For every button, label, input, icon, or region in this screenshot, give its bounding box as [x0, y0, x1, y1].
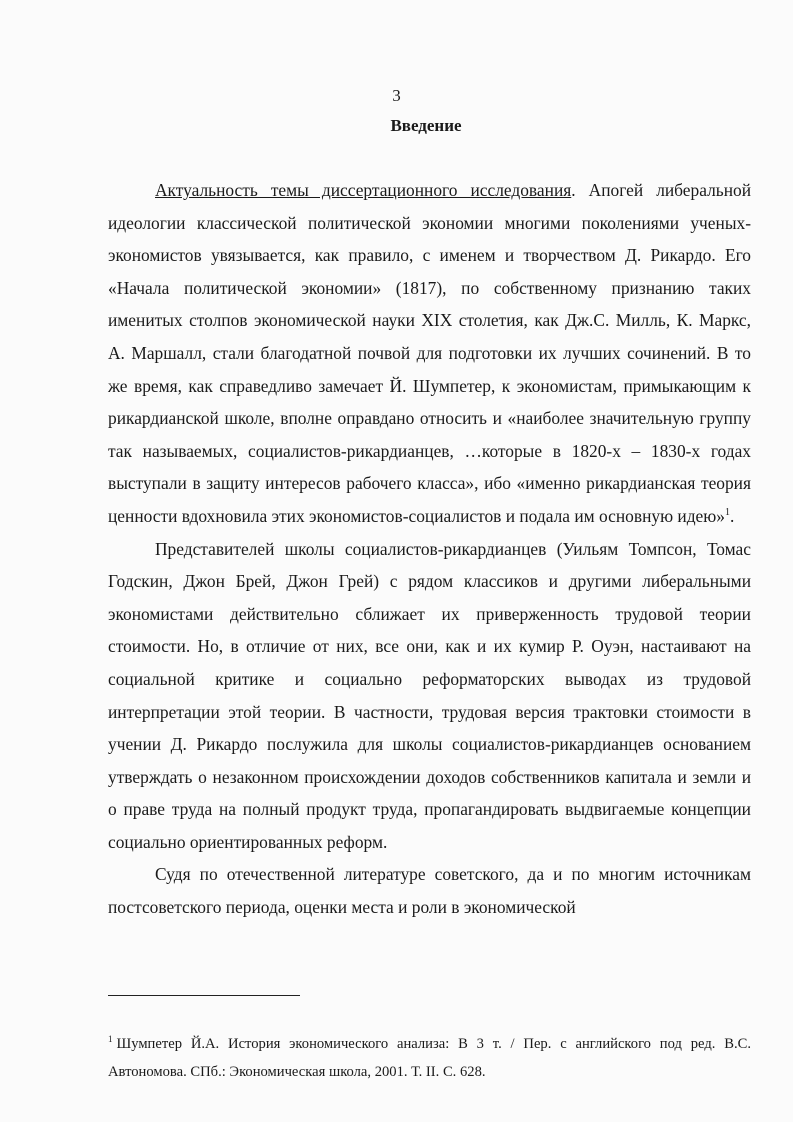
footnote-divider — [108, 995, 300, 996]
footnote — [108, 1030, 751, 1086]
relevance-heading: Актуальность темы диссертационного исследования — [155, 180, 572, 200]
paragraph-soviet-literature: Судя по отечественной литературе советского, да и по многим источникам постсоветского периода, оценки места и роли в экономической — [108, 864, 751, 918]
footnote-text: Шумпетер Й.А. История экономического анализа: В 3 т. / Пер. с английского под ред. В.С. Автономова. СПб.: Экономическая школа, 2001. Т. II. С. 628. — [108, 1036, 751, 1080]
footnote-reference[interactable]: 1 — [724, 507, 730, 519]
page-number: 3 — [392, 86, 401, 105]
paragraph-ricardian-socialists: Представителей школы социалистов-рикардианцев (Уильям Томпсон, Томас Годскин, Джон Брей, Джон Грей) с рядом классиков и другими либеральными экономистами действительно сближает их приверженность трудовой теории стоимости. Но, в отличие от них, все они, как и их кумир Р. Оуэн, настаивают на социальной критике и социально реформаторских выводах из трудовой интерпретации этой теории. В частности, трудовая версия трактовки стоимости в учении Д. Рикардо послужила для школы социалистов-рикардианцев основанием утверждать о незаконном происхождении доходов собственников капитала и земли и о праве труда на полный продукт труда, пропагандировать выдвигаемые концепции социально ориентированных реформ. — [108, 538, 751, 852]
paragraph-text: . Апогей либеральной идеологии классической политической экономии многими поколениями ученых-экономистов увязывается, как правило, с именем и творчеством Д. Рикардо. Его «Начала политической экономии» (1817), по собственному признанию таких именитых столпов экономической науки XIX столетия, как Дж.С. Милль, К. Маркс, А. Маршалл, стали благодатной почвой для подготовки их лучших сочинений. В то же время, как справедливо замечает Й. Шумпетер, к экономистам, примыкающим к рикардианской школе, вполне оправдано относить и «наиболее значительную группу так называемых, социалистов-рикардианцев, …которые в 1820-х – 1830-х годах выступали в защиту интересов рабочего класса», ибо «именно рикардианская теория ценности вдохновила этих экономистов-социалистов и подала им основную идею» — [108, 180, 751, 526]
footnote-mark: 1 — [108, 1034, 113, 1045]
section-title: Введение — [390, 116, 462, 135]
paragraph-tail: . — [729, 505, 735, 526]
paragraph-relevance — [108, 174, 751, 533]
body-text — [108, 174, 751, 924]
